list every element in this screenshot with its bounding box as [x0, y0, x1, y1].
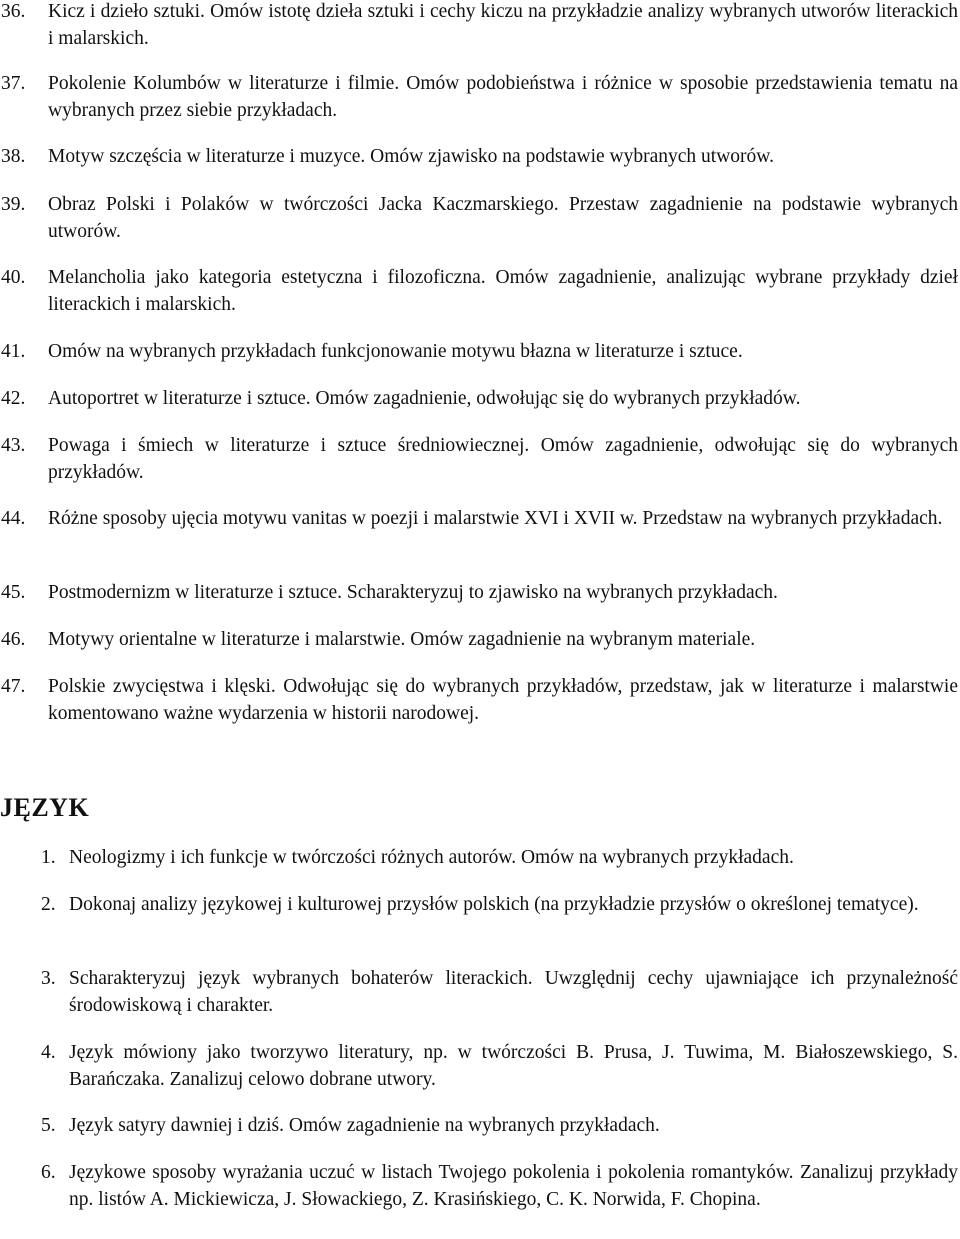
- list-item-44: [0, 505, 958, 532]
- item-number: 5.: [41, 1115, 56, 1136]
- item-text: Językowe sposoby wyrażania uczuć w listach Twojego pokolenia i pokolenia romantyków. Zanalizuj przykłady np. listów A. Mickiewicza, J. Słowackiego, Z. Krasińskiego, C. K. Norwida, F. Chopina.: [69, 1162, 958, 1210]
- item-text: Dokonaj analizy językowej i kulturowej przysłów polskich (na przykładzie przysłów o określonej tematyce).: [69, 894, 919, 915]
- item-text: Autoportret w literaturze i sztuce. Omów zagadnienie, odwołując się do wybranych przykładów.: [48, 388, 801, 409]
- item-text: Różne sposoby ujęcia motywu vanitas w poezji i malarstwie XVI i XVII w. Przedstaw na wybranych przykładach.: [48, 508, 943, 529]
- item-text: Neologizmy i ich funkcje w twórczości różnych autorów. Omów na wybranych przykładach.: [69, 847, 794, 868]
- item-number: 6.: [41, 1162, 56, 1183]
- item-text: Język mówiony jako tworzywo literatury, np. w twórczości B. Prusa, J. Tuwima, M. Białoszewskiego, S. Barańczaka. Zanalizuj celowo dobrane utwory.: [69, 1042, 958, 1090]
- language-item-1: [40, 844, 958, 871]
- item-number: 4.: [41, 1042, 56, 1063]
- item-text: Postmodernizm w literaturze i sztuce. Scharakteryzuj to zjawisko na wybranych przykładach.: [48, 582, 778, 603]
- list-item-45: [0, 579, 958, 606]
- list-item-46: [0, 626, 958, 653]
- item-number: 40.: [1, 267, 26, 288]
- list-item-37: [0, 70, 958, 124]
- item-text: Omów na wybranych przykładach funkcjonowanie motywu błazna w literaturze i sztuce.: [48, 341, 743, 362]
- item-text: Język satyry dawniej i dziś. Omów zagadnienie na wybranych przykładach.: [69, 1115, 660, 1136]
- item-number: 1.: [41, 847, 56, 868]
- item-text: Obraz Polski i Polaków w twórczości Jacka Kaczmarskiego. Przestaw zagadnienie na podstawie wybranych utworów.: [48, 194, 958, 242]
- item-number: 41.: [1, 341, 26, 362]
- item-number: 2.: [41, 894, 56, 915]
- list-item-43: [0, 432, 958, 486]
- item-text: Scharakteryzuj język wybranych bohaterów literackich. Uwzględnij cechy ujawniające ich przynależność środowiskową i charakter.: [69, 968, 958, 1016]
- item-text: Motywy orientalne w literaturze i malarstwie. Omów zagadnienie na wybranym materiale.: [48, 629, 756, 650]
- language-item-3: [40, 965, 958, 1019]
- item-number: 45.: [1, 582, 26, 603]
- item-number: 39.: [1, 194, 26, 215]
- language-item-4: [40, 1039, 958, 1093]
- item-text: Polskie zwycięstwa i klęski. Odwołując się do wybranych przykładów, przedstaw, jak w literaturze i malarstwie komentowano ważne wydarzenia w historii narodowej.: [48, 676, 958, 724]
- list-item-40: [0, 264, 958, 318]
- language-item-5: [40, 1112, 958, 1139]
- language-item-2: [40, 891, 958, 918]
- item-text: Motyw szczęścia w literaturze i muzyce. Omów zjawisko na podstawie wybranych utworów.: [48, 146, 774, 167]
- item-number: 43.: [1, 435, 26, 456]
- list-item-47: [0, 673, 958, 727]
- section-heading-jezyk: JĘZYK: [0, 793, 90, 822]
- item-number: 38.: [1, 146, 26, 167]
- list-item-36: [0, 0, 958, 52]
- item-text: Powaga i śmiech w literaturze i sztuce średniowiecznej. Omów zagadnienie, odwołując się do wybranych przykładów.: [48, 435, 958, 483]
- list-item-38: [0, 143, 958, 170]
- list-item-39: [0, 191, 958, 245]
- item-number: 46.: [1, 629, 26, 650]
- item-number: 37.: [1, 73, 26, 94]
- item-number: 47.: [1, 676, 26, 697]
- language-item-6: [40, 1159, 958, 1213]
- item-number: 3.: [41, 968, 56, 989]
- item-number: 36.: [1, 1, 26, 22]
- item-text: Melancholia jako kategoria estetyczna i filozoficzna. Omów zagadnienie, analizując wybrane przykłady dzieł literackich i malarskich.: [48, 267, 958, 315]
- item-text: Kicz i dzieło sztuki. Omów istotę dzieła sztuki i cechy kiczu na przykładzie analizy wybranych utworów literackich i malarskich.: [48, 1, 958, 49]
- list-item-42: [0, 385, 958, 412]
- item-text: Pokolenie Kolumbów w literaturze i filmie. Omów podobieństwa i różnice w sposobie przedstawienia tematu na wybranych przez siebie przykładach.: [48, 73, 958, 121]
- item-number: 44.: [1, 508, 26, 529]
- list-item-41: [0, 338, 958, 365]
- item-number: 42.: [1, 388, 26, 409]
